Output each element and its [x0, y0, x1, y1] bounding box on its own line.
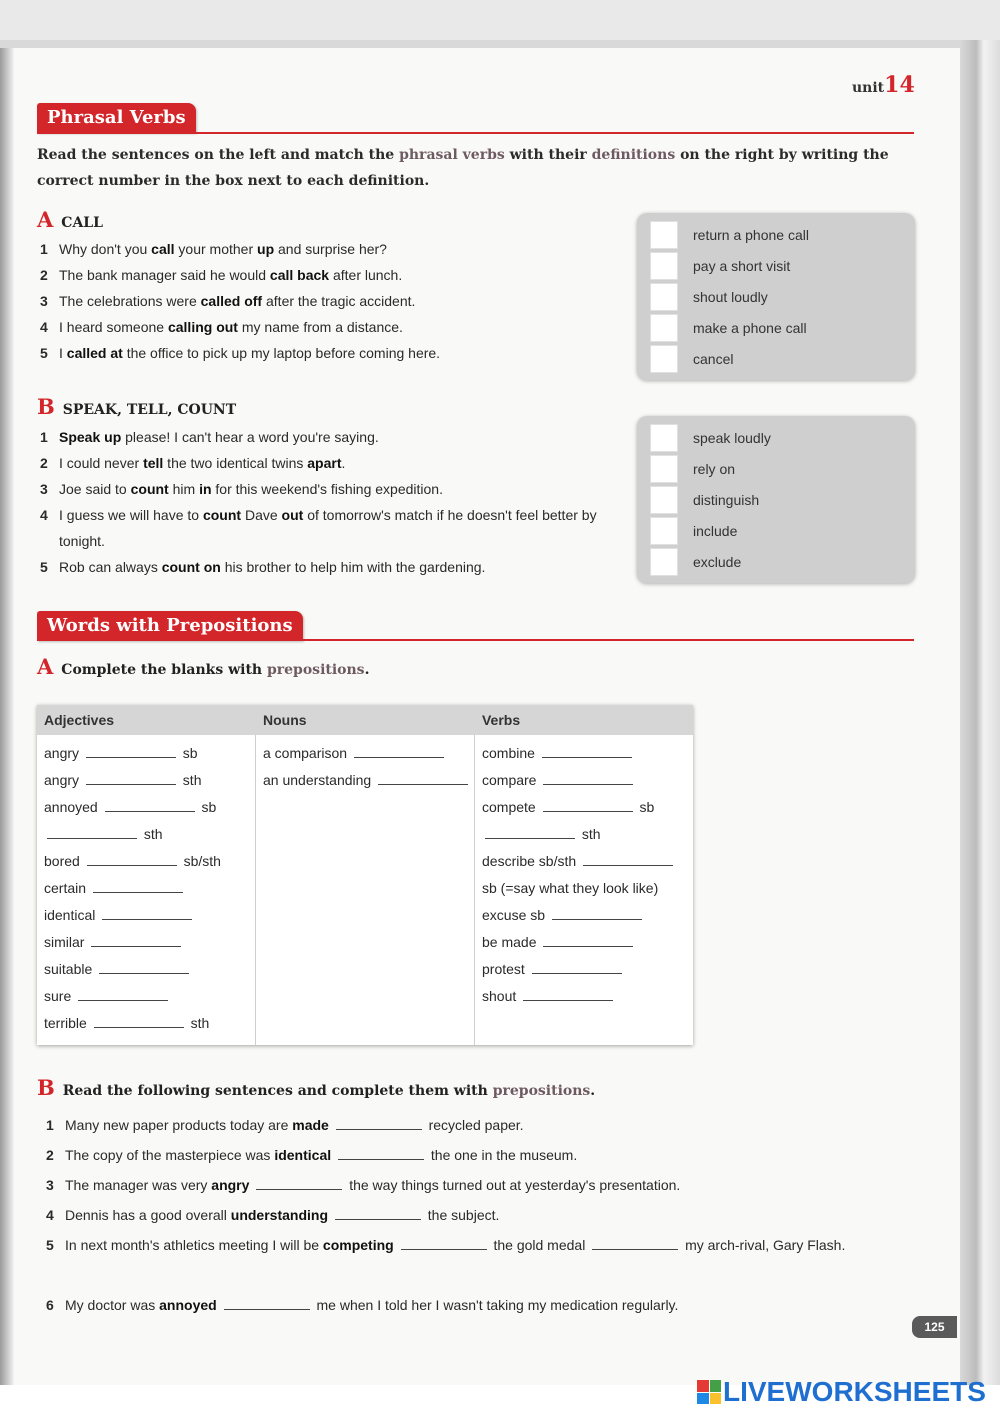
key-phrase: called at — [66, 345, 123, 361]
item-text: Rob can always count on his brother to help him with the gardening. — [59, 559, 486, 575]
definition-row — [637, 343, 915, 374]
answer-blank[interactable] — [532, 961, 622, 974]
answer-box[interactable] — [650, 455, 678, 483]
item-number: 2 — [40, 455, 48, 471]
instruction-text: Read the sentences on the left and match the — [37, 147, 400, 163]
definition-row — [637, 250, 915, 281]
item-text: The manager was very angry the way things turned out at yesterday's presentation. — [65, 1177, 681, 1193]
section-letter: A — [37, 654, 54, 679]
answer-blank[interactable] — [94, 1015, 184, 1028]
item-text: Many new paper products today are made recycled paper. — [65, 1117, 524, 1133]
table-cell: sth — [482, 821, 693, 848]
definition-row — [637, 484, 915, 515]
answer-blank[interactable] — [256, 1177, 342, 1190]
key-phrase: identical — [274, 1147, 332, 1163]
item-number: 1 — [46, 1117, 54, 1133]
definition-label: speak loudly — [693, 429, 771, 446]
key-phrase: competing — [322, 1237, 394, 1253]
answer-box[interactable] — [650, 314, 678, 342]
section-a-heading — [37, 207, 103, 232]
key-phrase: understanding — [230, 1207, 329, 1223]
item-text: The celebrations were called off after the tragic accident. — [59, 293, 416, 309]
table-cell: identical — [44, 902, 255, 929]
list-item — [40, 340, 599, 366]
answer-blank[interactable] — [86, 745, 176, 758]
item-text: I heard someone calling out my name from a distance. — [59, 319, 403, 335]
table-cell: describe sb/sth — [482, 848, 693, 875]
answer-blank[interactable] — [99, 961, 189, 974]
list-item — [46, 1170, 865, 1200]
table-cell: excuse sb — [482, 902, 693, 929]
list-item — [46, 1230, 865, 1290]
answer-blank[interactable] — [338, 1147, 424, 1160]
list-item — [40, 424, 599, 450]
item-number: 3 — [40, 481, 48, 497]
section-b-definitions — [637, 416, 915, 583]
answer-blank[interactable] — [105, 799, 195, 812]
table-cell: a comparison — [263, 740, 474, 767]
instruction-highlight: definitions — [591, 147, 676, 163]
definition-label: rely on — [693, 460, 736, 477]
header-verbs: Verbs — [481, 712, 521, 728]
definition-label: shout loudly — [693, 288, 768, 305]
instruction-text: with their — [504, 147, 592, 163]
answer-blank[interactable] — [401, 1237, 487, 1250]
list-item — [46, 1140, 865, 1170]
table-cell: sure — [44, 983, 255, 1010]
definition-row — [637, 546, 915, 577]
list-item — [46, 1110, 865, 1140]
table-cell: protest — [482, 956, 693, 983]
definition-row — [637, 281, 915, 312]
answer-box[interactable] — [650, 517, 678, 545]
phrasal-instruction — [37, 142, 917, 194]
brand-text: LIVEWORKSHEETS — [723, 1376, 986, 1407]
key-phrase: call — [151, 241, 175, 257]
answer-blank[interactable] — [102, 907, 192, 920]
section-a-sentences — [40, 236, 599, 366]
key-phrase: tell — [143, 455, 164, 471]
item-text: Joe said to count him in for this weekend's fishing expedition. — [59, 481, 443, 497]
definition-label: cancel — [693, 350, 734, 367]
list-item — [40, 450, 599, 476]
section-a-definitions — [637, 213, 915, 380]
item-text: My doctor was annoyed me when I told her I wasn't taking my medication regularly. — [65, 1297, 679, 1313]
item-number: 3 — [40, 293, 48, 309]
key-phrase: made — [292, 1117, 329, 1133]
section-b-heading — [37, 394, 236, 419]
definition-label: include — [693, 522, 738, 539]
instruction-highlight: prepositions — [492, 1083, 591, 1099]
section-b-sentences — [40, 424, 599, 580]
list-item — [40, 476, 599, 502]
item-number: 1 — [40, 429, 48, 445]
instruction-highlight: phrasal verbs — [399, 147, 505, 163]
key-phrase: in — [199, 481, 212, 497]
definition-row — [637, 515, 915, 546]
table-cell: shout — [482, 983, 693, 1010]
section-letter: B — [37, 394, 55, 419]
answer-blank[interactable] — [592, 1237, 678, 1250]
liveworksheets-logo-icon — [697, 1380, 721, 1404]
instruction-text: Read the following sentences and complete them with — [62, 1083, 493, 1099]
answer-blank[interactable] — [78, 988, 168, 1001]
definition-label: return a phone call — [693, 226, 809, 243]
list-item — [46, 1200, 865, 1230]
table-cell: combine — [482, 740, 693, 767]
key-phrase: count — [202, 507, 242, 523]
item-text: The bank manager said he would call back after lunch. — [59, 267, 403, 283]
prep-b-sentences — [46, 1110, 865, 1320]
table-cell: similar — [44, 929, 255, 956]
answer-blank[interactable] — [336, 1117, 422, 1130]
table-cell: terrible sth — [44, 1015, 210, 1031]
liveworksheets-brand[interactable] — [697, 1376, 986, 1408]
answer-blank[interactable] — [485, 826, 575, 839]
item-number: 2 — [46, 1147, 54, 1163]
item-text: I could never tell the two identical twins apart. — [59, 455, 346, 471]
item-text: Dennis has a good overall understanding the subject. — [65, 1207, 500, 1223]
key-phrase: out — [281, 507, 304, 523]
key-phrase: count — [130, 481, 169, 497]
answer-box[interactable] — [650, 486, 678, 514]
table-cell: certain — [44, 875, 255, 902]
prepositions-table — [37, 705, 693, 1045]
table-cell: be made — [482, 929, 693, 956]
page-number: 125 — [912, 1316, 957, 1338]
definition-label: exclude — [693, 553, 742, 570]
answer-blank[interactable] — [335, 1207, 421, 1220]
item-text: The copy of the masterpiece was identical the one in the museum. — [65, 1147, 578, 1163]
item-number: 3 — [46, 1177, 54, 1193]
instruction-text: . — [590, 1083, 596, 1099]
answer-blank[interactable] — [224, 1297, 310, 1310]
key-phrase: calling out — [167, 319, 238, 335]
answer-box[interactable] — [650, 252, 678, 280]
key-phrase: count on — [161, 559, 221, 575]
key-phrase: up — [257, 241, 275, 257]
answer-blank[interactable] — [354, 745, 444, 758]
answer-box[interactable] — [650, 221, 678, 249]
key-phrase: annoyed — [159, 1297, 217, 1313]
answer-blank[interactable] — [543, 934, 633, 947]
section-heading-text: SPEAK, TELL, COUNT — [62, 402, 237, 418]
answer-box[interactable] — [650, 283, 678, 311]
answer-box[interactable] — [650, 345, 678, 373]
prep-b-heading — [37, 1075, 595, 1100]
key-phrase: angry — [211, 1177, 250, 1193]
item-number: 5 — [40, 559, 48, 575]
adjectives-column — [37, 735, 256, 1045]
instruction-highlight: prepositions — [266, 662, 365, 678]
instruction-text: on the right by writing the correct number in the box next to each definition. — [37, 147, 889, 189]
table-cell: angry sth — [44, 772, 202, 788]
answer-box[interactable] — [650, 548, 678, 576]
table-cell: sb (=say what they look like) — [482, 880, 659, 896]
table-cell: compete sb — [482, 799, 655, 815]
nouns-column — [256, 735, 475, 1045]
answer-blank[interactable] — [543, 772, 633, 785]
answer-blank[interactable] — [47, 826, 137, 839]
phrasal-verbs-rule — [37, 132, 914, 134]
table-cell: angry sb — [44, 745, 198, 761]
list-item — [40, 314, 599, 340]
item-number: 2 — [40, 267, 48, 283]
definition-row — [637, 312, 915, 343]
key-phrase: called off — [200, 293, 263, 309]
answer-blank[interactable] — [378, 772, 468, 785]
phrasal-verbs-title: Phrasal Verbs — [37, 103, 196, 133]
definition-label: distinguish — [693, 491, 760, 508]
item-number: 1 — [40, 241, 48, 257]
item-number: 6 — [46, 1297, 54, 1313]
answer-blank[interactable] — [523, 988, 613, 1001]
instruction-text: Complete the blanks with — [61, 662, 267, 678]
prepositions-title: Words with Prepositions — [37, 611, 303, 641]
item-text: I called at the office to pick up my laptop before coming here. — [59, 345, 441, 361]
definition-row — [637, 453, 915, 484]
answer-blank[interactable] — [87, 853, 177, 866]
table-cell: sth — [44, 821, 255, 848]
header-nouns: Nouns — [262, 712, 307, 728]
instruction-text: . — [364, 662, 370, 678]
table-cell: compare — [482, 767, 693, 794]
answer-box[interactable] — [650, 424, 678, 452]
item-text: I guess we will have to count Dave out of tomorrow's match if he doesn't feel better by tonight. — [59, 507, 597, 549]
item-number: 4 — [40, 319, 48, 335]
item-text: Why don't you call your mother up and surprise her? — [59, 241, 387, 257]
key-phrase: Speak up — [59, 429, 122, 445]
item-number: 5 — [46, 1237, 54, 1253]
list-item — [40, 262, 599, 288]
unit-number: 14 — [884, 72, 915, 98]
section-heading-text: CALL — [61, 215, 103, 231]
prepositions-rule — [37, 639, 914, 641]
answer-blank[interactable] — [542, 745, 632, 758]
page-edge — [960, 40, 1000, 1385]
table-cell: an understanding — [263, 767, 474, 794]
header-adjectives: Adjectives — [44, 712, 115, 728]
definition-label: make a phone call — [693, 319, 807, 336]
table-header — [37, 705, 693, 735]
item-number: 4 — [46, 1207, 54, 1223]
verbs-column — [475, 735, 693, 1045]
definition-row — [637, 422, 915, 453]
prep-a-heading — [37, 654, 369, 679]
list-item — [40, 288, 599, 314]
unit-word: unit — [852, 80, 885, 96]
answer-blank[interactable] — [552, 907, 642, 920]
list-item — [40, 502, 599, 554]
answer-blank[interactable] — [93, 880, 183, 893]
section-letter: A — [37, 207, 54, 232]
item-text: In next month's athletics meeting I will be competing the gold medal my arch-rival, Gary Flash. — [65, 1237, 846, 1253]
answer-blank[interactable] — [543, 799, 633, 812]
item-number: 4 — [40, 507, 48, 523]
item-text: Speak up please! I can't hear a word you're saying. — [59, 429, 379, 445]
definition-row — [637, 219, 915, 250]
answer-blank[interactable] — [91, 934, 181, 947]
definition-label: pay a short visit — [693, 257, 791, 274]
key-phrase: apart — [307, 455, 342, 471]
key-phrase: call back — [269, 267, 330, 283]
answer-blank[interactable] — [86, 772, 176, 785]
page-binding-shadow — [0, 48, 14, 1385]
list-item — [40, 236, 599, 262]
unit-label — [852, 72, 915, 98]
list-item — [40, 554, 599, 580]
list-item — [46, 1290, 865, 1320]
table-cell: suitable — [44, 956, 255, 983]
answer-blank[interactable] — [583, 853, 673, 866]
section-letter: B — [37, 1075, 55, 1100]
table-cell: bored sb/sth — [44, 853, 221, 869]
item-number: 5 — [40, 345, 48, 361]
table-cell: annoyed sb — [44, 799, 217, 815]
page-top-strip — [0, 40, 968, 48]
